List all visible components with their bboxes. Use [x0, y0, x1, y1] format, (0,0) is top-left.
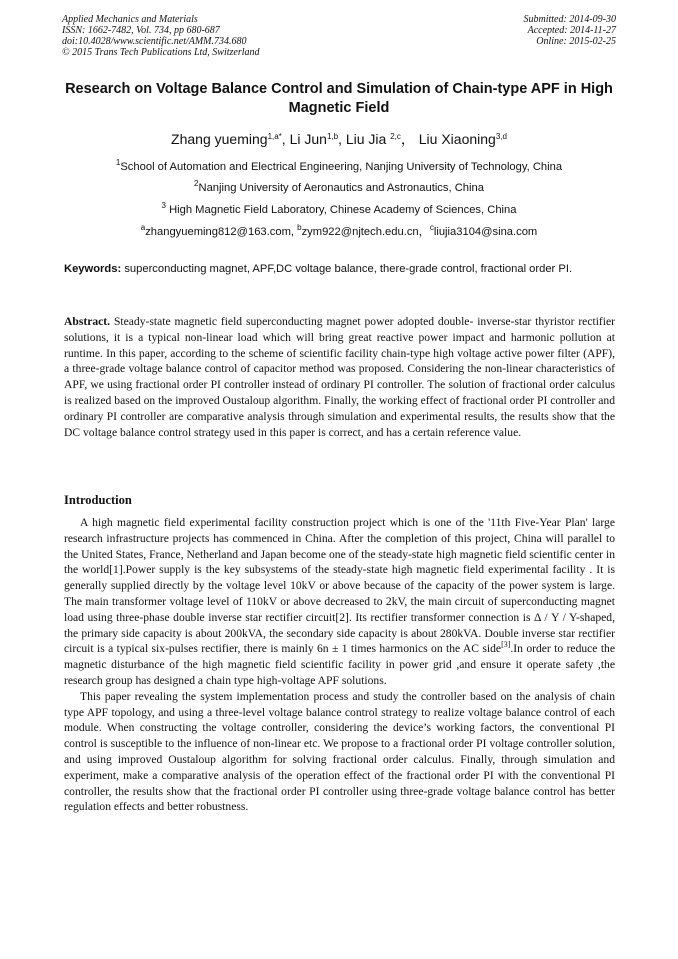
email-address: liujia3104@sina.com	[433, 226, 538, 238]
author-name: Liu Xiaoning	[418, 131, 496, 147]
paragraph: This paper revealing the system implementation process and study the controller based on the analysis of chain type APF topology, and using a three-level voltage balance control strategy to realize voltage balance control of each module. When constructing the voltage controller, considering the device’s working factors, the conventional PI control is susceptible to the influence of non-linear etc. We propose to a fractional order PI voltage controller solution, and using improved Oustaloup algorithm for solving fractional order calculus. Finally, through simulation and experiment, make a comparative analysis of the operation effect of the fractional order PI with the conventional PI controller, the results show that the fractional order PI controller using three-grade voltage balance control has better regulation effects and better robustness.	[64, 689, 615, 814]
affiliation-line: $^3$ High Magnetic Field Laboratory, Chinese Academy of Sciences, China	[161, 201, 517, 216]
paragraph: A high magnetic field experimental facility construction project which is one of the '11th Five-Year Plan' large research infrastructure projects has commenced in China. After the completion of this project, China will parallel to the United States, France, Netherland and Japan become one of the steady-state high magnetic field scientific center in the world[1].Power supply is the key subsystems of the steady-state high magnetic field experimental facility . It is generally supplied directly by the voltage level 10kV or above because of the capacity of the power system is large. The main transformer voltage level of 110kV or above decreased to 2kV, the main circuit of superconducting magnet load using three-phase double inverse star rectifier circuit[2]. Its rectifier transformer connection is Δ / Y / Y-shaped, the primary side capacity is about 200kVA, the secondary side capacity is about 280kVA. Double inverse star rectifier circuit is a typical six-pulses rectifier, there is mainly 6n ± 1 times harmonics on the AC side[3].In order to reduce the magnetic disturbance of the high magnetic field scientific facility in power grid ,and ensure it operate safety ,the research group has designed a chain type high-voltage APF solutions.	[64, 516, 615, 687]
affiliation-line: $^2$Nanjing University of Aeronautics and Astronautics, China	[194, 179, 484, 194]
author-list: Zhang yueming$^{1,a*}$, Li Jun$^{1,b}$, Liu Jia $^{2,c}$， Liu Xiaoning$^{3,d}$	[171, 131, 507, 147]
keywords	[64, 262, 615, 276]
paper-title: Research on Voltage Balance Control and Simulation of Chain-type APF in High Magnetic Field	[65, 81, 613, 116]
submitted-date: Submitted: 2014-09-30	[523, 14, 616, 25]
journal-copyright: © 2015 Trans Tech Publications Ltd, Switzerland	[62, 47, 260, 58]
keywords-text: superconducting magnet, APF,DC voltage balance, there-grade control, fractional order PI.	[124, 263, 573, 275]
author-superscript: 2,c	[390, 132, 401, 141]
author-superscript: 1,a*	[267, 132, 282, 141]
abstract-label: Abstract.	[64, 315, 111, 328]
keywords-label: Keywords:	[64, 263, 122, 275]
introduction-body	[64, 515, 615, 815]
journal-header	[62, 14, 260, 58]
email-address: zhangyueming812@163.com	[145, 226, 291, 238]
author-superscript: 3,d	[495, 132, 507, 141]
citation-superscript: [3]	[501, 640, 511, 650]
accepted-date: Accepted: 2014-11-27	[527, 25, 616, 36]
abstract	[64, 314, 615, 440]
author-name: Liu Jia	[345, 131, 387, 147]
email-address: zym922@njtech.edu.cn	[301, 226, 419, 238]
abstract-text: Steady-state magnetic field superconducting magnet power adopted double- inverse-star thyristor rectifier solutions, it is a typical non-linear load which will bring great reactive power impact and harmonic pollution at runtime. In this paper, according to the scheme of scientific facility chain-type high voltage active power filter (APF), a three-grade voltage balance control of capacitor method was proposed. Considering the non-linear characteristics of APF, we using fractional order PI controller instead of ordinary PI controller. The solution of fractional order calculus is realized based on the improved Oustaloup algorithm. Finally, the working effect of fractional order PI controller and ordinary PI controller are comparative analysis through simulation and experimental results, the results show that the DC voltage balance control strategy used in this paper is correct, and has a certain reference value.	[64, 315, 615, 439]
author-name: Li Jun	[289, 131, 327, 147]
author-superscript: 1,b	[326, 132, 339, 141]
journal-name: Applied Mechanics and Materials	[62, 14, 198, 25]
online-date: Online: 2015-02-25	[536, 36, 616, 47]
journal-doi: doi:10.4028/www.scientific.net/AMM.734.680	[62, 36, 247, 47]
section-heading: Introduction	[64, 493, 132, 507]
dates-header	[524, 14, 617, 47]
email-line: $^a$zhangyueming812@163.com, $^b$zym922@njtech.edu.cn，$^c$liujia3104@sina.com	[140, 223, 538, 238]
affiliation-line: $^1$School of Automation and Electrical Engineering, Nanjing University of Technology, China	[115, 158, 563, 173]
author-name: Zhang yueming	[171, 131, 268, 147]
journal-issn: ISSN: 1662-7482, Vol. 734, pp 680-687	[62, 25, 220, 36]
